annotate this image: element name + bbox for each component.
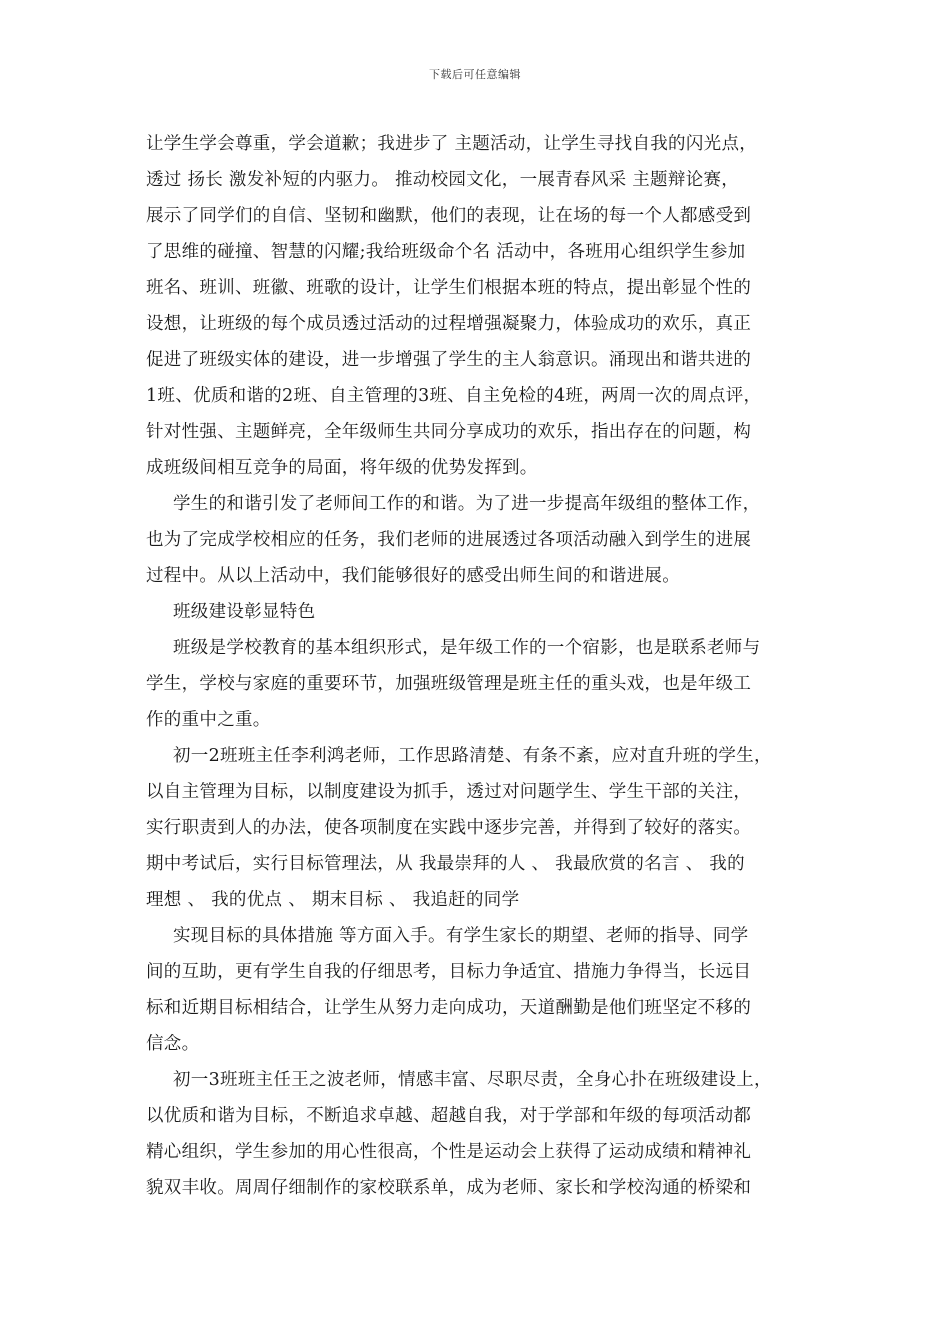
text-line: 成班级间相互竞争的局面，将年级的优势发挥到。 — [146, 458, 538, 478]
text-line: 间的互助，更有学生自我的仔细思考，目标力争适宜、措施力争得当，长远目 — [146, 962, 752, 982]
text-line: 实行职责到人的办法，使各项制度在实践中逐步完善，并得到了较好的落实。 — [146, 818, 752, 838]
text-line: 理想 、 我的优点 、 期末目标 、 我追赶的同学 — [146, 890, 520, 910]
text-line: 促进了班级实体的建设，进一步增强了学生的主人翁意识。涌现出和谐共进的 — [146, 350, 752, 370]
text-line: 貌双丰收。周周仔细制作的家校联系单，成为老师、家长和学校沟通的桥梁和 — [146, 1178, 752, 1198]
text-line: 信念。 — [146, 1034, 200, 1054]
text-line: 了思维的碰撞、智慧的闪耀;我给班级命个名 活动中，各班用心组织学生参加 — [146, 242, 746, 262]
text-line: 以优质和谐为目标，不断追求卓越、超越自我，对于学部和年级的每项活动都 — [146, 1106, 752, 1126]
text-line: 也为了完成学校相应的任务，我们老师的进展透过各项活动融入到学生的进展 — [146, 530, 752, 550]
text-line: 实现目标的具体措施 等方面入手。有学生家长的期望、老师的指导、同学 — [173, 926, 749, 946]
text-line: 标和近期目标相结合，让学生从努力走向成功，天道酬勤是他们班坚定不移的 — [146, 998, 752, 1018]
text-line: 让学生学会尊重，学会道歉；我进步了 主题活动，让学生寻找自我的闪光点， — [146, 134, 758, 154]
text-line: 班级建设彰显特色 — [173, 602, 316, 622]
text-line: 以自主管理为目标，以制度建设为抓手，透过对问题学生、学生干部的关注， — [146, 782, 752, 802]
document-body — [146, 126, 816, 1206]
text-line: 初一2班班主任李利鸿老师，工作思路清楚、有条不紊，应对直升班的学生， — [173, 746, 772, 766]
text-line: 学生，学校与家庭的重要环节，加强班级管理是班主任的重头戏，也是年级工 — [146, 674, 752, 694]
text-line: 1班、优质和谐的2班、自主管理的3班、自主免检的4班，两周一次的周点评， — [146, 386, 762, 406]
text-line: 精心组织，学生参加的用心性很高，个性是运动会上获得了运动成绩和精神礼 — [146, 1142, 752, 1162]
text-line: 期中考试后，实行目标管理法，从 我最崇拜的人 、 我最欣赏的名言 、 我的 — [146, 854, 745, 874]
page-header-note: 下载后可任意编辑 — [429, 68, 521, 81]
text-line: 初一3班班主任王之波老师，情感丰富、尽职尽责，全身心扑在班级建设上， — [173, 1070, 772, 1090]
text-line: 班名、班训、班徽、班歌的设计，让学生们根据本班的特点，提出彰显个性的 — [146, 278, 752, 298]
text-line: 班级是学校教育的基本组织形式，是年级工作的一个宿影，也是联系老师与 — [173, 638, 761, 658]
text-line: 展示了同学们的自信、坚韧和幽默，他们的表现，让在场的每一个人都感受到 — [146, 206, 752, 226]
text-line: 透过 扬长 激发补短的内驱力。 推动校园文化，一展青春风采 主题辩论赛， — [146, 170, 740, 190]
text-line: 过程中。从以上活动中，我们能够很好的感受出师生间的和谐进展。 — [146, 566, 680, 586]
text-line: 针对性强、主题鲜亮，全年级师生共同分享成功的欢乐，指出存在的问题，构 — [146, 422, 752, 442]
text-line: 作的重中之重。 — [146, 710, 271, 730]
text-line: 学生的和谐引发了老师间工作的和谐。为了进一步提高年级组的整体工作， — [173, 494, 761, 514]
text-line: 设想，让班级的每个成员透过活动的过程增强凝聚力，体验成功的欢乐，真正 — [146, 314, 752, 334]
